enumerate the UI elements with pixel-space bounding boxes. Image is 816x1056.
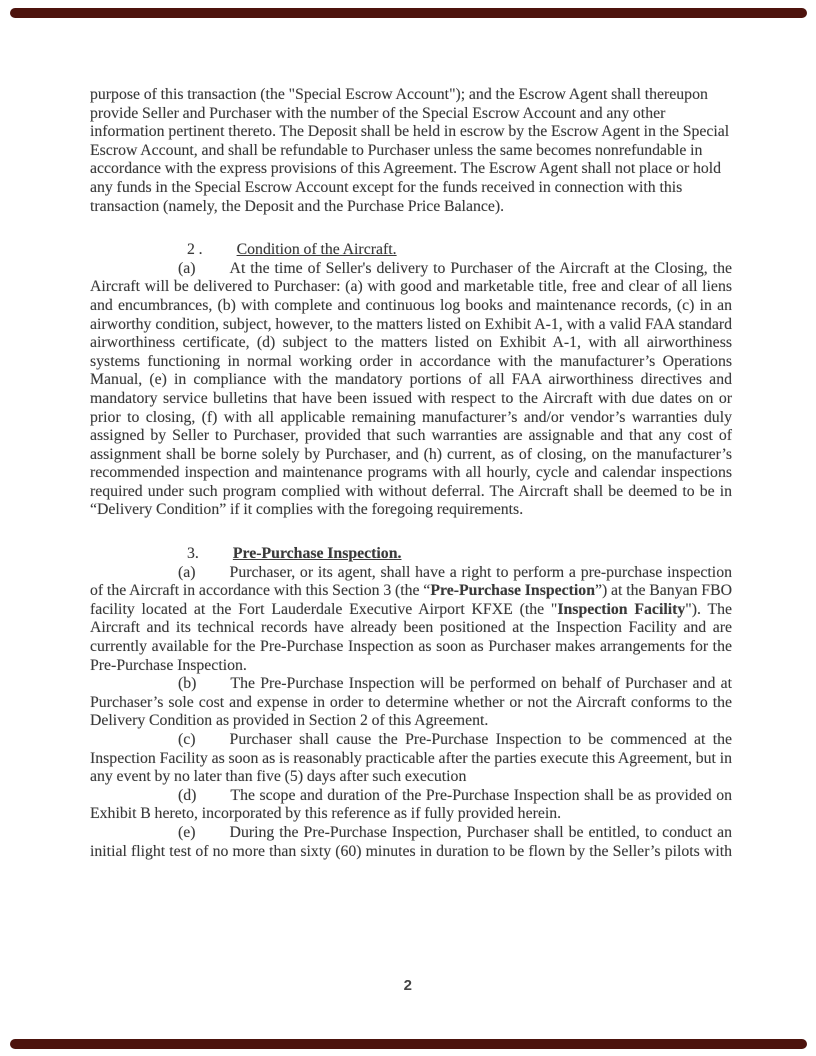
section-2-heading [90, 241, 732, 260]
section-3-heading [90, 545, 732, 564]
section-3-number: 3. [187, 545, 199, 563]
contract-paragraph [90, 824, 732, 861]
scan-artifact-bar-top [10, 8, 807, 18]
paragraph-label: (d) [178, 786, 197, 804]
section-2-paragraphs [90, 260, 732, 520]
contract-paragraph [90, 675, 732, 731]
intro-paragraph: purpose of this transaction (the "Special Escrow Account"); and the Escrow Agent shall thereupon provide Seller and Purchaser with the number of the Special Escrow Account and any other information pertinent thereto. The Deposit shall be held in escrow by the Escrow Agent in the Special Escrow Account, and shall be refundable to Purchaser unless the same becomes nonrefundable in accordance with the express provisions of this Agreement. The Escrow Agent shall not place or hold any funds in the Special Escrow Account except for the funds received in connection with this transaction (namely, the Deposit and the Purchase Price Balance). [90, 86, 730, 215]
paragraph-text: ”) at the Banyan FBO facility located at the Fort Lauderdale Executive Airport KFXE (the " [90, 582, 733, 618]
paragraph-text: At the time of Seller's delivery to Purchaser of the Aircraft at the Closing, the Aircraft will be delivered to Purchaser: (a) with good and marketable title, free and clear of all liens and encumbrances, (b) with complete and continuous log books and maintenance records, (c) in an airworthy condition, subject, however, to the matters listed on Exhibit A-1, with a valid FAA standard airworthiness certificate, (d) subject to the matters listed on Exhibit A-1, with all airworthiness systems functioning in normal working order in accordance with the manufacturer’s Operations Manual, (e) in compliance with the mandatory portions of all FAA airworthiness directives and mandatory service bulletins that have been issued with respect to the Aircraft with due dates on or prior to closing, (f) with all applicable remaining manufacturer’s and/or vendor’s warranties duly assigned by Seller to Purchaser, provided that such warranties are assignable and that any cost of assignment shall be borne solely by Purchaser, and (h) current, as of closing, on the manufacturer’s recommended inspection and maintenance programs with all hourly, cycle and calendar inspections required under such program complied with without deferral. The Aircraft shall be deemed to be in “Delivery Condition” if it complies with the foregoing requirements. [90, 259, 732, 519]
section-3-paragraphs [90, 564, 732, 862]
document-page-body [90, 86, 732, 861]
section-2-title: Condition of the Aircraft. [236, 241, 397, 259]
section-3-title: Pre-Purchase Inspection. [232, 545, 402, 563]
paragraph-text: The Pre-Purchase Inspection will be performed on behalf of Purchaser and at Purchaser’s sole cost and expense in order to determine whether or not the Aircraft conforms to the Delivery Condition as provided in Section 2 of this Agreement. [90, 675, 732, 730]
defined-term: Pre-Purchase Inspection [430, 582, 595, 600]
paragraph-text: Purchaser shall cause the Pre-Purchase Inspection to be commenced at the Inspection Facility as soon as is reasonably practicable after the parties execute this Agreement, but in any event by no later than five (5) days after such execution [90, 731, 732, 786]
contract-paragraph [90, 731, 732, 787]
paragraph-label: (a) [178, 563, 196, 581]
paragraph-label: (c) [178, 731, 196, 748]
defined-term: Inspection Facility [557, 600, 686, 618]
contract-paragraph [90, 260, 732, 520]
paragraph-text: The scope and duration of the Pre-Purchase Inspection shall be as provided on Exhibit B hereto, incorporated by this reference as if fully provided herein. [90, 786, 732, 823]
paragraph-label: (b) [178, 675, 197, 693]
paragraph-label: (e) [178, 823, 196, 841]
section-2-number: 2 . [187, 241, 203, 259]
paragraph-text: "). The Aircraft and its technical records have already been positioned at the Inspection Facility and are currently available for the Pre-Purchase Inspection as soon as Purchaser makes arrangements for the Pre-Purchase Inspection. [90, 600, 733, 674]
paragraph-text: During the Pre-Purchase Inspection, Purchaser shall be entitled, to conduct an initial flight test of no more than sixty (60) minutes in duration to be flown by the Seller’s pilots with [90, 823, 732, 860]
paragraph-text: Purchaser, or its agent, shall have a right to perform a pre-purchase inspection of the Aircraft in accordance with this Section 3 (the “ [90, 563, 732, 600]
contract-paragraph [90, 787, 732, 824]
contract-paragraph [90, 564, 732, 676]
scan-artifact-bar-bottom [10, 1039, 807, 1049]
paragraph-label: (a) [178, 259, 196, 277]
page-number: 2 [403, 977, 413, 994]
